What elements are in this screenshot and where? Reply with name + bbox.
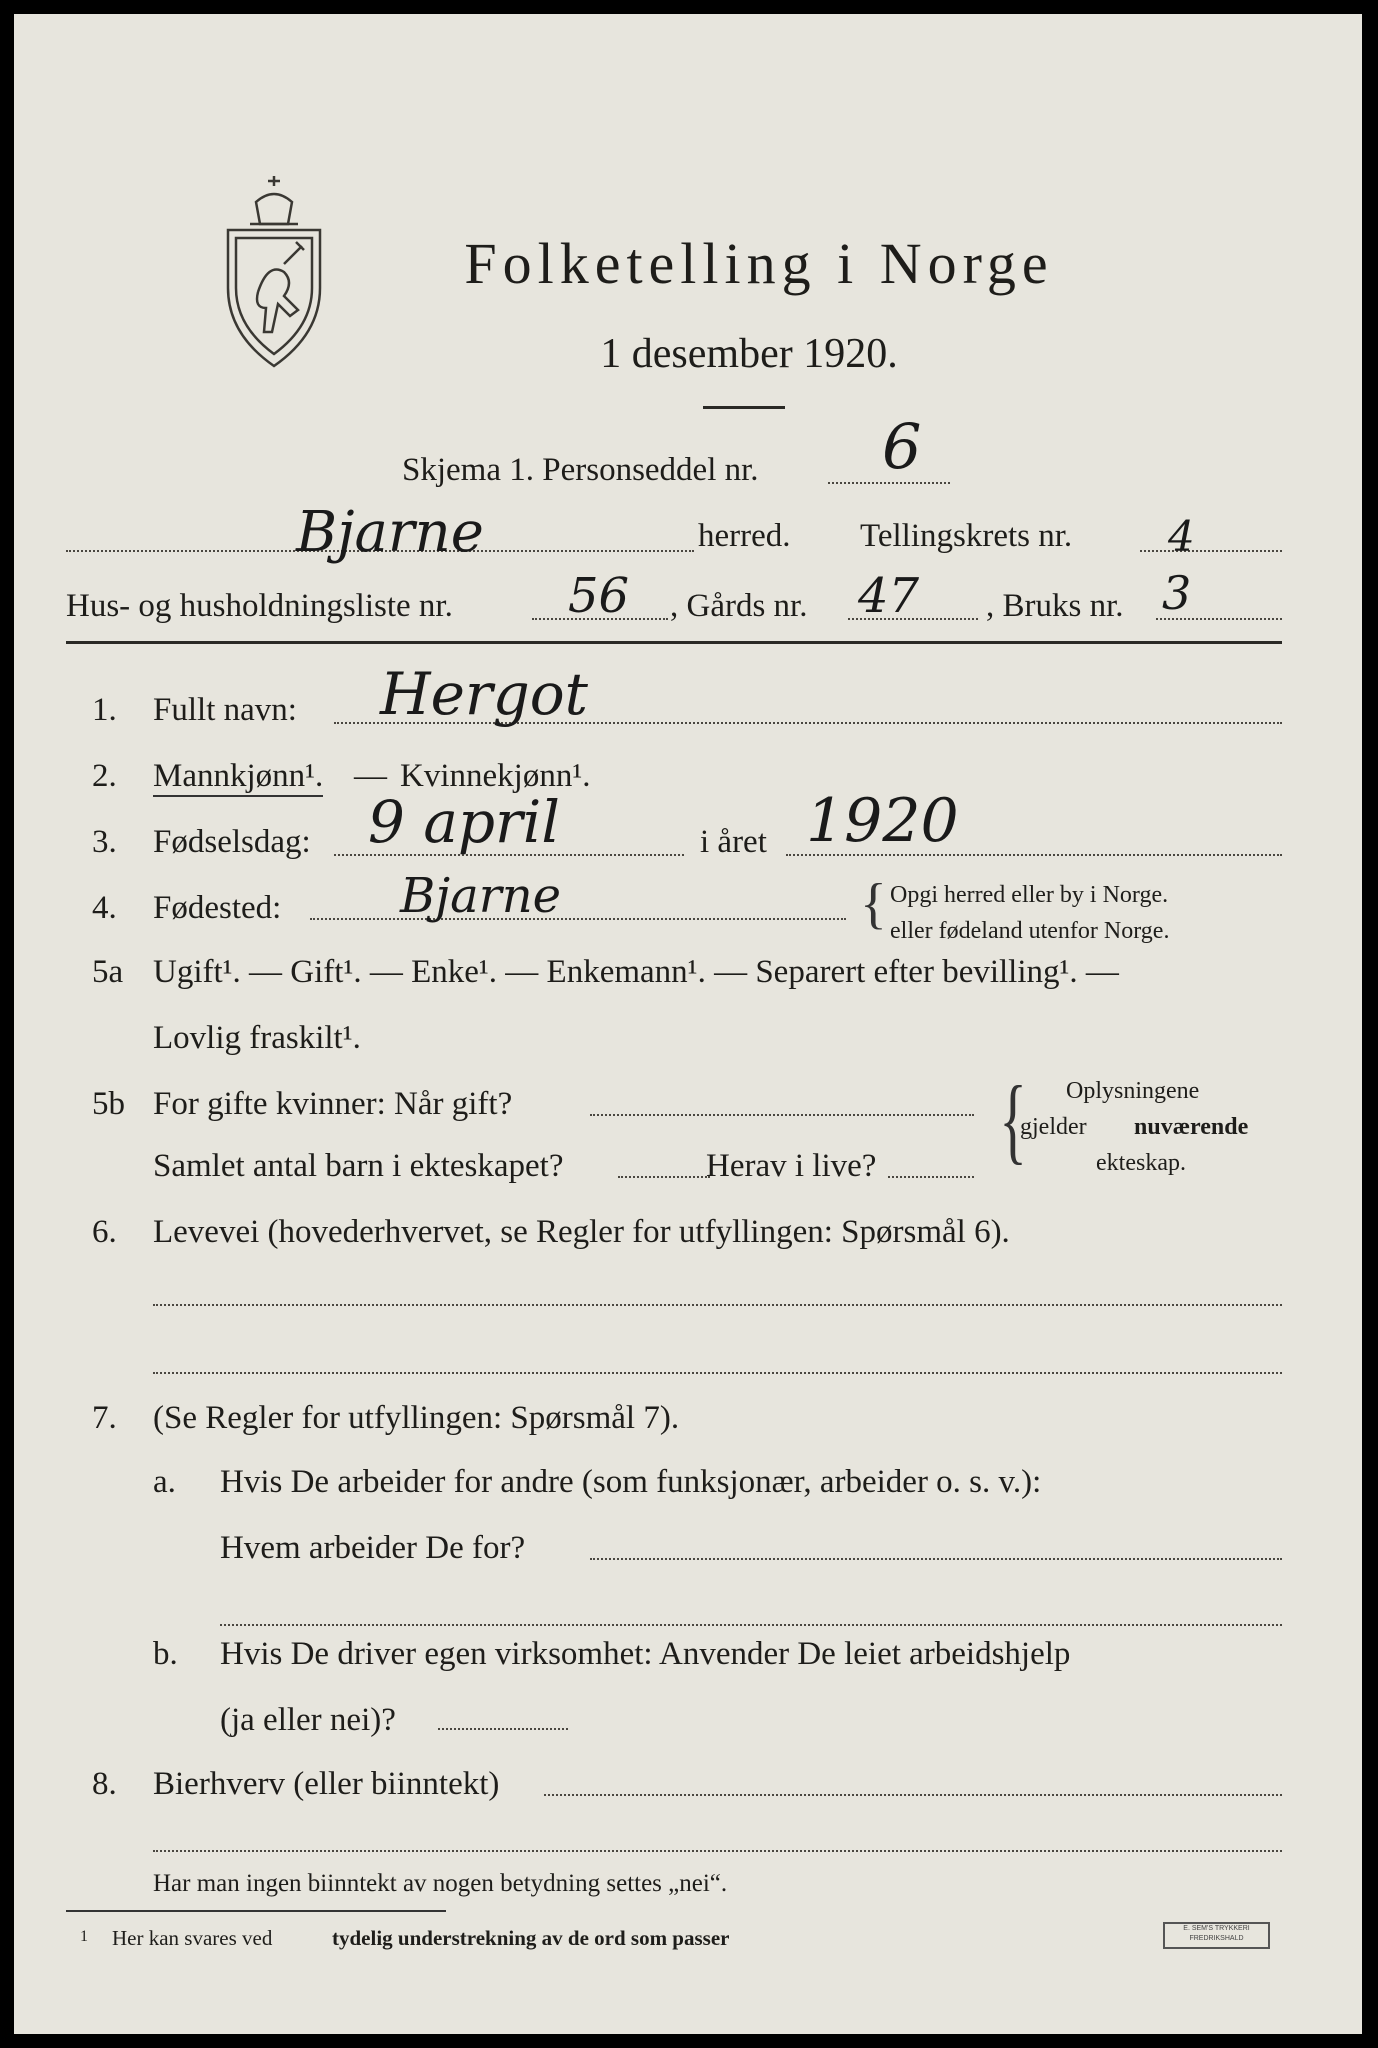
gender-dash: — — [354, 758, 387, 794]
q6-label: Levevei (hovederhvervet, se Regler for utfyllingen: Spørsmål 6). — [153, 1214, 1010, 1250]
naar-gift-field[interactable] — [590, 1114, 974, 1116]
q5b-note-3: ekteskap. — [1096, 1150, 1186, 1176]
lovlig-fraskilt-option[interactable]: Lovlig fraskilt¹. — [153, 1020, 361, 1056]
kvinnekjonn-option[interactable]: Kvinnekjønn¹. — [400, 758, 591, 794]
bierhverv-field[interactable] — [544, 1794, 1282, 1796]
antal-barn-label: Samlet antal barn i ekteskapet? — [153, 1148, 564, 1184]
q2-number: 2. — [92, 758, 117, 794]
q1-label: Fullt navn: — [153, 692, 297, 728]
gards-value: 47 — [858, 568, 920, 624]
i-aaret-label: i året — [700, 824, 767, 860]
footnote-number: 1 — [80, 1928, 88, 1945]
fodselsdag-value: 9 april — [368, 788, 560, 856]
census-date: 1 desember 1920. — [600, 331, 898, 377]
aar-value: 1920 — [806, 786, 959, 856]
q5b-note-2: gjelder — [1020, 1114, 1087, 1140]
q5b-note-2b: nuværende — [1134, 1114, 1249, 1140]
tellingskrets-field[interactable] — [1140, 550, 1282, 552]
q5a-number: 5a — [92, 954, 124, 990]
biinntekt-note: Har man ingen biinntekt av nogen betydning settes „nei“. — [153, 1870, 728, 1897]
q8-label: Bierhverv (eller biinntekt) — [153, 1766, 500, 1802]
q5b-note-1: Oplysningene — [1066, 1078, 1200, 1104]
mannkjonn-option[interactable]: Mannkjønn¹. — [153, 758, 323, 797]
levevei-field-2[interactable] — [153, 1372, 1282, 1374]
q7-number: 7. — [92, 1400, 117, 1436]
q7b-line-2: (ja eller nei)? — [220, 1702, 396, 1738]
herred-value: Bjarne — [296, 500, 484, 565]
herav-i-live-field[interactable] — [888, 1176, 974, 1178]
q5b-number: 5b — [92, 1086, 125, 1122]
gards-label: , Gårds nr. — [670, 588, 808, 624]
q4-note-1: Opgi herred eller by i Norge. — [890, 882, 1169, 908]
levevei-field-1[interactable] — [153, 1304, 1282, 1306]
antal-barn-field[interactable] — [618, 1176, 710, 1178]
q8-number: 8. — [92, 1766, 117, 1802]
leiet-arbeidshjelp-field[interactable] — [438, 1728, 568, 1730]
printer-stamp — [1163, 1922, 1270, 1949]
naar-gift-label: For gifte kvinner: Når gift? — [153, 1086, 513, 1122]
q7-label: (Se Regler for utfyllingen: Spørsmål 7). — [153, 1400, 680, 1436]
q7a-line-2: Hvem arbeider De for? — [220, 1530, 526, 1566]
herred-label: herred. — [698, 518, 791, 554]
fodested-value: Bjarne — [400, 868, 562, 924]
tellingskrets-value: 4 — [1168, 512, 1195, 561]
bruks-label: , Bruks nr. — [986, 588, 1124, 624]
bruks-value: 3 — [1162, 566, 1192, 620]
q7a-line-1: Hvis De arbeider for andre (som funksjonær, arbeider o. s. v.): — [220, 1464, 1042, 1500]
title-divider — [703, 406, 785, 409]
arbeidsgiver-field-2[interactable] — [220, 1624, 1282, 1626]
q1-number: 1. — [92, 692, 117, 728]
q5b-brace: { — [999, 1066, 1027, 1173]
footnote-rule — [66, 1910, 446, 1912]
q4-label: Fødested: — [153, 890, 282, 926]
footnote-text-b: tydelig understrekning av de ord som passer — [332, 1926, 730, 1950]
stamp-line-2: FREDRIKSHALD — [1189, 1935, 1244, 1942]
fullt-navn-value: Hergot — [380, 660, 588, 728]
header-divider — [66, 641, 1282, 644]
q4-note-2: eller fødeland utenfor Norge. — [890, 918, 1170, 944]
q7a-letter: a. — [153, 1464, 176, 1500]
hus-label: Hus- og husholdningsliste nr. — [66, 588, 453, 624]
q6-number: 6. — [92, 1214, 117, 1250]
herav-i-live-label: Herav i live? — [706, 1148, 877, 1184]
marital-status-options[interactable]: Ugift¹. — Gift¹. — Enke¹. — Enkemann¹. — Separert efter bevilling¹. — — [153, 954, 1119, 990]
q4-number: 4. — [92, 890, 117, 926]
stamp-line-1: E. SEM'S TRYKKERI — [1183, 1925, 1250, 1932]
fodested-field[interactable] — [310, 918, 846, 920]
q3-label: Fødselsdag: — [153, 824, 311, 860]
q3-number: 3. — [92, 824, 117, 860]
q7b-letter: b. — [153, 1636, 178, 1672]
skjema-label: Skjema 1. Personseddel nr. — [402, 452, 759, 488]
arbeidsgiver-field[interactable] — [590, 1558, 1282, 1560]
q4-brace: { — [860, 873, 887, 935]
bierhverv-field-2[interactable] — [153, 1850, 1282, 1852]
hus-value: 56 — [568, 568, 630, 624]
personseddel-value: 6 — [882, 410, 922, 483]
q7b-line-1: Hvis De driver egen virksomhet: Anvender De leiet arbeidshjelp — [220, 1636, 1071, 1672]
tellingskrets-label: Tellingskrets nr. — [860, 518, 1073, 554]
page-title: Folketelling i Norge — [464, 231, 1054, 296]
footnote-text-a: Her kan svares ved — [112, 1926, 273, 1950]
